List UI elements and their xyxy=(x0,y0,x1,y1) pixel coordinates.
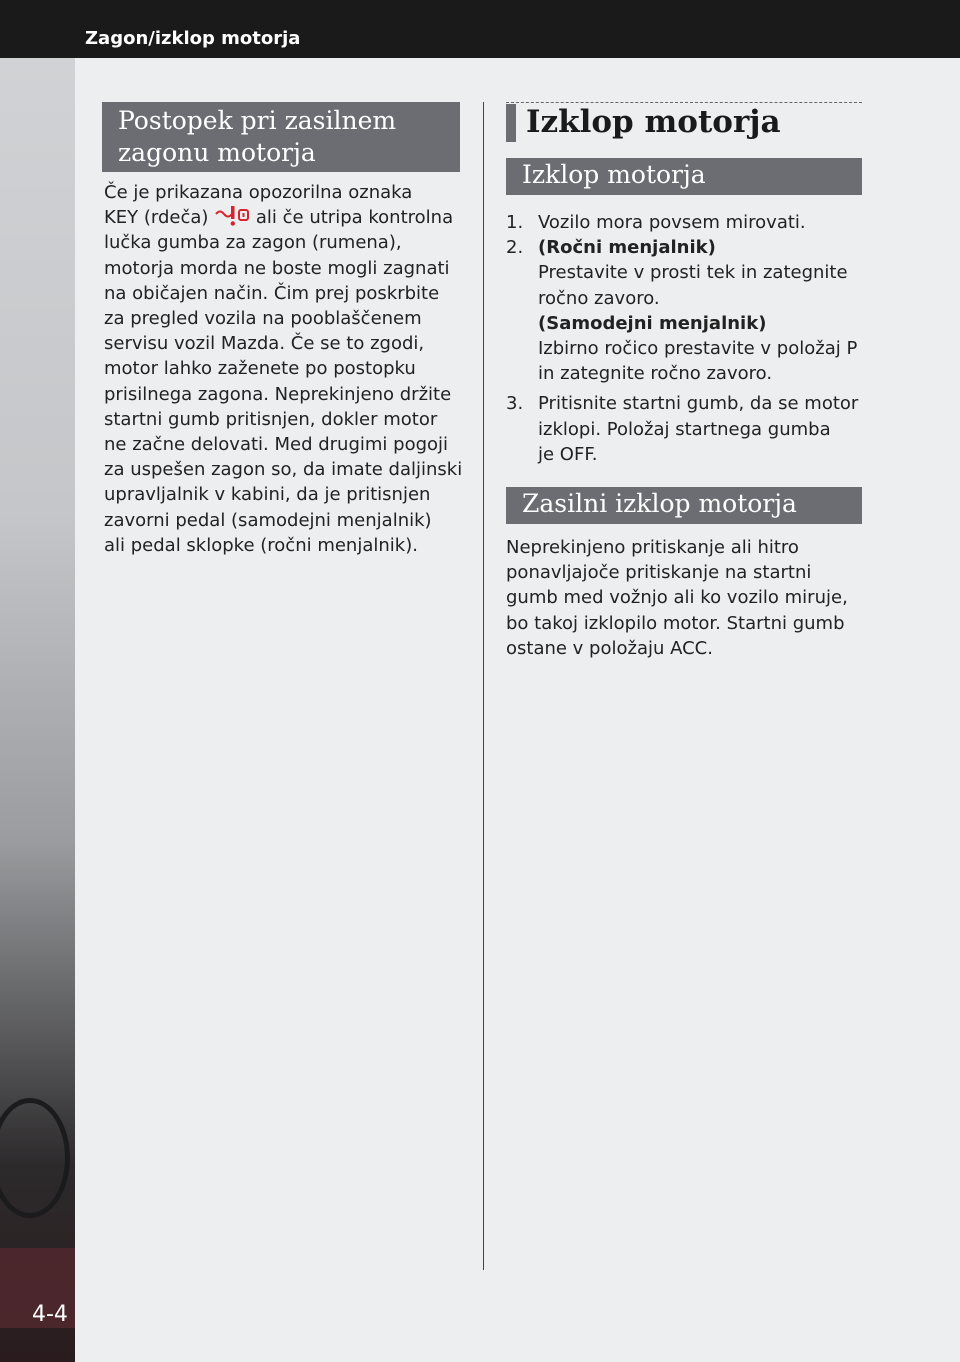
section2-heading: Zasilni izklop motorja xyxy=(506,487,862,524)
left-body-text-end: ali če utripa kontrolna lučka gumba za zagon (rumena), motorja morda ne boste mogli zagnati na običajen način. Čim prej poskrbite za pregled vozila na pooblaščenem servisu vozil Mazda. Če se to zgodi, motor lahko zaženete po postopku prisilnega zagona. Neprekinjeno držite startni gumb pritisnjen, dokler motor ne začne delovati. Med drugimi pogoji za uspešen zagon so, da imate daljinski upravljalnik v kabini, da je pritisnjen zavorni pedal (samodejni menjalnik) ali pedal sklopke (ročni menjalnik). xyxy=(104,207,463,556)
steering-wheel-image xyxy=(0,1098,70,1218)
section1-heading: Izklop motorja xyxy=(506,158,862,195)
side-image-strip xyxy=(0,58,75,1362)
step-text: Vozilo mora povsem mirovati. xyxy=(538,212,806,233)
section2-text: Neprekinjeno pritiskanje ali hitro ponavljajoče pritiskanje na startni gumb med vožnjo ali ko vozilo miruje, bo takoj izklopilo motor. Startni gumb ostane v položaju ACC. xyxy=(506,537,848,659)
auto-label: (Samodejni menjalnik) xyxy=(538,312,767,334)
step-number: 2. xyxy=(506,237,524,259)
right-title xyxy=(506,104,862,144)
step-number: 1. xyxy=(506,212,524,233)
list-item xyxy=(506,391,862,467)
manual-label: (Ročni menjalnik) xyxy=(538,237,716,259)
manual-text: Prestavite v prosti tek in zategnite ročno zavoro. xyxy=(538,262,848,309)
left-body-text-start: Če je prikazana opozorilna oznaka KEY (rdeča) xyxy=(104,182,413,229)
page-number: 4-4 xyxy=(32,1302,68,1327)
steps-list xyxy=(506,210,862,467)
right-title-text: Izklop motorja xyxy=(526,104,781,140)
step-number: 3. xyxy=(506,393,524,415)
list-item xyxy=(506,235,862,386)
step-text: Pritisnite startni gumb, da se motor izklopi. Položaj startnega gumba je OFF. xyxy=(538,393,859,465)
key-warning-icon xyxy=(214,205,250,227)
title-divider xyxy=(506,102,862,103)
list-item xyxy=(506,210,862,235)
header-bar xyxy=(0,0,960,58)
left-section-heading: Postopek pri zasilnem zagonu motorja xyxy=(102,102,460,172)
left-body-text xyxy=(104,180,464,558)
header-title: Zagon/izklop motorja xyxy=(85,28,301,49)
auto-text: Izbirno ročico prestavite v položaj P in zategnite ročno zavoro. xyxy=(538,338,858,385)
title-accent-bar xyxy=(506,104,516,142)
column-divider xyxy=(483,102,484,1270)
